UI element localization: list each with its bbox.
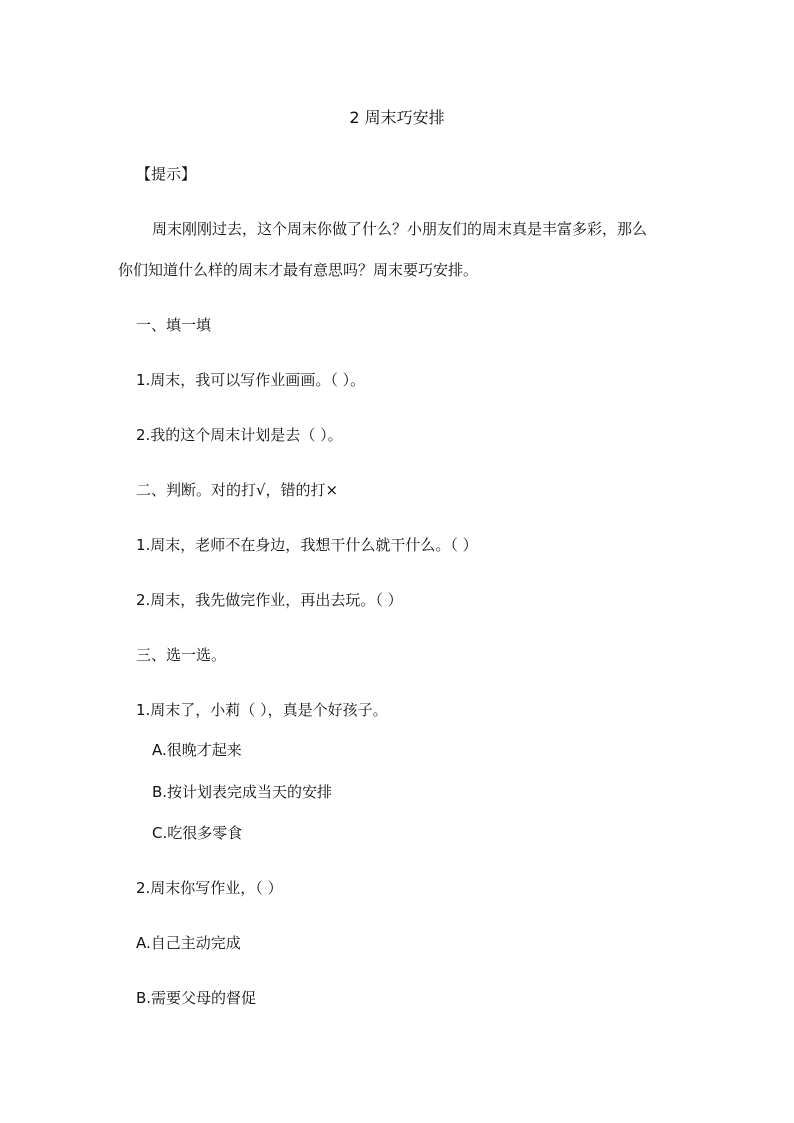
choice-question-2: 2.周末你写作业，（ ） xyxy=(136,879,283,897)
section-true-false-heading: 二、判断。对的打√，错的打× xyxy=(136,481,339,499)
fill-in-question-1: 1.周末，我可以写作业画画。（ ）。 xyxy=(136,371,366,389)
fill-in-question-2: 2.我的这个周末计划是去（ ）。 xyxy=(136,426,343,444)
section-choice-heading: 三、选一选。 xyxy=(136,646,227,664)
section-fill-in-heading: 一、填一填 xyxy=(136,316,212,334)
true-false-question-1: 1.周末，老师不在身边，我想干什么就干什么。（ ） xyxy=(136,536,478,554)
hint-label: 【提示】 xyxy=(136,165,197,183)
intro-paragraph-line-2: 你们知道什么样的周末才最有意思吗？周末要巧安排。 xyxy=(118,261,479,279)
choice-question-1: 1.周末了，小莉（ ），真是个好孩子。 xyxy=(136,701,388,719)
true-false-question-2: 2.周末，我先做完作业，再出去玩。（ ） xyxy=(136,591,403,609)
choice-question-1-option-a: A.很晚才起来 xyxy=(152,741,242,759)
intro-paragraph-line-1: 周末刚刚过去，这个周末你做了什么？小朋友们的周末真是丰富多彩，那么 xyxy=(152,220,648,238)
choice-question-1-option-b: B.按计划表完成当天的安排 xyxy=(152,783,333,801)
choice-question-2-option-a: A.自己主动完成 xyxy=(136,934,241,952)
choice-question-2-option-b: B.需要父母的督促 xyxy=(136,989,257,1007)
page-title: 2 周末巧安排 xyxy=(349,108,445,127)
choice-question-1-option-c: C.吃很多零食 xyxy=(152,824,243,842)
